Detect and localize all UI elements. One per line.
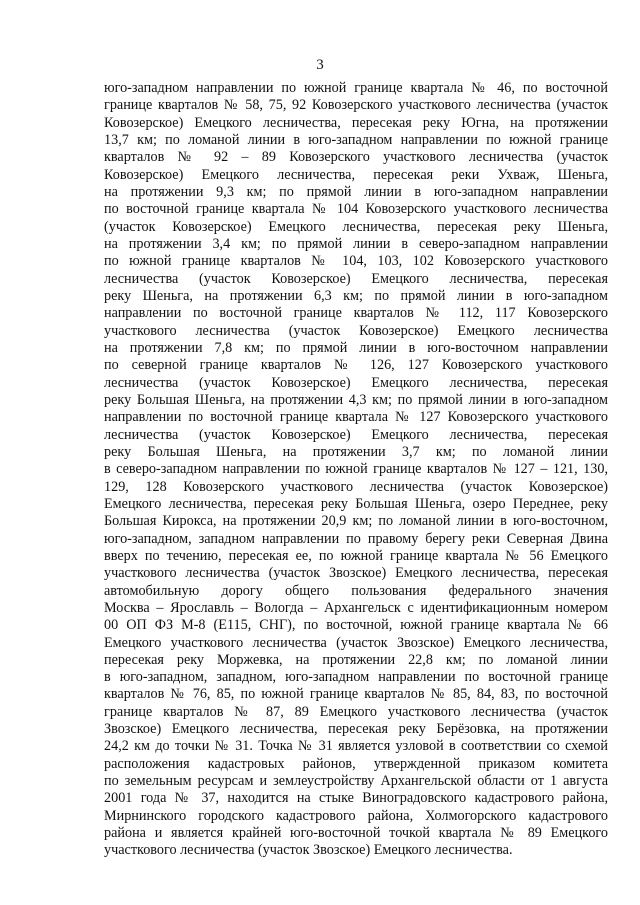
body-paragraph bbox=[104, 80, 608, 860]
text-line: границе кварталов № 58, 75, 92 Ковозерского участкового лесничества (участок bbox=[104, 97, 608, 114]
text-line: Москва – Ярославль – Вологда – Архангельск с идентификационным номером bbox=[104, 599, 608, 616]
text-line: пересекая реку Моржевка, на протяжении 22,8 км; по ломаной линии bbox=[104, 651, 608, 668]
text-line: вверх по течению, пересекая ее, по южной границе квартала № 56 Емецкого bbox=[104, 547, 608, 564]
text-line: по земельным ресурсам и землеустройству Архангельской области от 1 августа bbox=[104, 773, 608, 790]
text-line: Ковозерское) Емецкого лесничества, пересекая реки Ухваж, Шеньга, bbox=[104, 166, 608, 183]
text-line: 24,2 км до точки № 31. Точка № 31 является узловой в соответствии со схемой bbox=[104, 738, 608, 755]
text-line: 2001 года № 37, находится на стыке Виноградовского кадастрового района, bbox=[104, 790, 608, 807]
text-line: 00 ОП ФЗ М-8 (Е115, СНГ), по восточной, южной границе квартала № 66 bbox=[104, 617, 608, 634]
text-line: района и является крайней юго-восточной точкой квартала № 89 Емецкого bbox=[104, 825, 608, 842]
text-line: лесничества (участок Ковозерское) Емецкого лесничества, пересекая bbox=[104, 374, 608, 391]
text-line: кварталов № 92 – 89 Ковозерского участкового лесничества (участок bbox=[104, 149, 608, 166]
text-line: участкового лесничества (участок Звозское) Емецкого лесничества, пересекая bbox=[104, 565, 608, 582]
text-line: Большая Кирокса, на протяжении 20,9 км; по ломаной линии в юго-восточном, bbox=[104, 513, 608, 530]
text-line: участкового лесничества (участок Звозское) Емецкого лесничества. bbox=[104, 842, 513, 859]
text-line: юго-западном направлении по южной границе квартала № 46, по восточной bbox=[104, 80, 608, 96]
text-line: на протяжении 7,8 км; по прямой линии в юго-восточном направлении bbox=[104, 339, 608, 356]
text-line: 13,7 км; по ломаной линии в юго-западном направлении по южной границе bbox=[104, 131, 608, 148]
text-line: реку Большая Шеньга, на протяжении 4,3 км; по прямой линии в юго-западном bbox=[104, 391, 608, 408]
text-line: по северной границе кварталов № 126, 127 Ковозерского участкового bbox=[104, 357, 608, 374]
text-line: участкового лесничества (участок Ковозерское) Емецкого лесничества bbox=[104, 322, 608, 339]
text-line: лесничества (участок Ковозерское) Емецкого лесничества, пересекая bbox=[104, 426, 608, 443]
text-line: на протяжении 3,4 км; по прямой линии в северо-западном направлении bbox=[104, 235, 608, 252]
page-number: 3 bbox=[316, 57, 324, 73]
text-line: по восточной границе квартала № 104 Ковозерского участкового лесничества bbox=[104, 201, 608, 218]
text-line: в северо-западном направлении по южной границе кварталов № 127 – 121, 130, bbox=[104, 461, 608, 478]
text-line: Ковозерское) Емецкого лесничества, пересекая реку Югна, на протяжении bbox=[104, 114, 608, 131]
text-line: Звозское) Емецкого лесничества, пересекая реку Берёзовка, на протяжении bbox=[104, 721, 608, 738]
text-line: Емецкого участкового лесничества (участок Звозское) Емецкого лесничества, bbox=[104, 634, 608, 651]
text-line: в юго-западном, западном, юго-западном направлении по восточной границе bbox=[104, 669, 608, 686]
text-line: 129, 128 Ковозерского участкового лесничества (участок Ковозерское) bbox=[104, 478, 608, 495]
text-line: автомобильную дорогу общего пользования федерального значения bbox=[104, 582, 608, 599]
text-line: лесничества (участок Ковозерское) Емецкого лесничества, пересекая bbox=[104, 270, 608, 287]
text-line: границе кварталов № 87, 89 Емецкого участкового лесничества (участок bbox=[104, 703, 608, 720]
text-line: реку Шеньга, на протяжении 6,3 км; по прямой линии в юго-западном bbox=[104, 287, 608, 304]
text-line: на протяжении 9,3 км; по прямой линии в юго-западном направлении bbox=[104, 183, 608, 200]
text-line: направлении по восточной границе кварталов № 112, 117 Ковозерского bbox=[104, 305, 608, 322]
text-line: кварталов № 76, 85, по южной границе кварталов № 85, 84, 83, по восточной bbox=[104, 686, 608, 703]
text-line: Мирнинского городского кадастрового района, Холмогорского кадастрового bbox=[104, 807, 608, 824]
text-line: реку Большая Шеньга, на протяжении 3,7 км; по ломаной линии bbox=[104, 443, 608, 460]
text-line: юго-западном, западном направлении по правому берегу реки Северная Двина bbox=[104, 530, 608, 547]
text-line: расположения кадастровых районов, утвержденной приказом комитета bbox=[104, 755, 608, 772]
text-line: по южной границе кварталов № 104, 103, 102 Ковозерского участкового bbox=[104, 253, 608, 270]
text-line: направлении по восточной границе квартала № 127 Ковозерского участкового bbox=[104, 409, 608, 426]
text-line: (участок Ковозерское) Емецкого лесничества, пересекая реку Шеньга, bbox=[104, 218, 608, 235]
text-line: Емецкого лесничества, пересекая реку Большая Шеньга, озеро Переднее, реку bbox=[104, 495, 608, 512]
